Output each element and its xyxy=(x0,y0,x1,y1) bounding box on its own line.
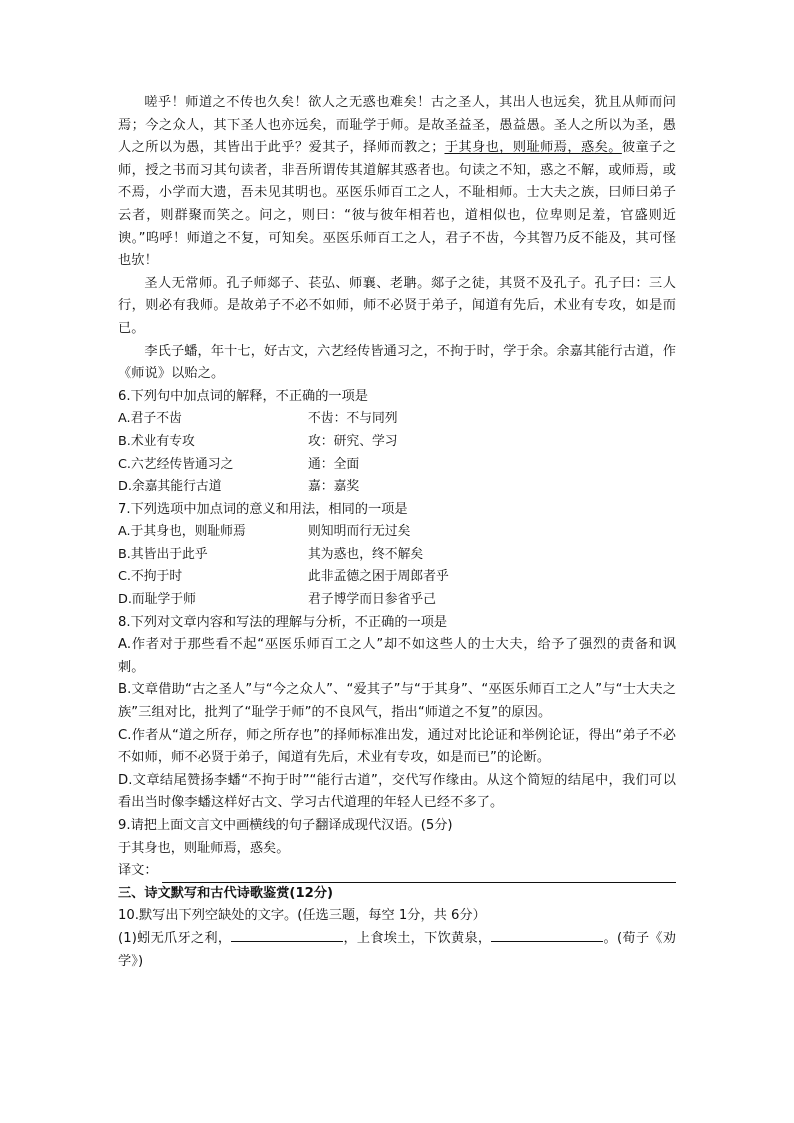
question-9-answer-line[interactable] xyxy=(118,860,676,883)
fill-blank-2[interactable] xyxy=(491,928,603,942)
option-compare: 则知明而行无过矣 xyxy=(308,524,411,540)
option-explanation: 通：全面 xyxy=(308,456,360,472)
option-explanation: 不齿：不与同列 xyxy=(308,411,398,427)
question-6-stem: 6.下列句中加点词的解释，不正确的一项是 xyxy=(118,388,368,404)
option-explanation: 攻：研究、学习 xyxy=(308,433,398,449)
question-7-option-c xyxy=(118,566,676,589)
option-text: C.六艺经传皆通习之 xyxy=(118,456,234,472)
answer-label: 译文： xyxy=(118,863,158,879)
option-text: A.君子不齿 xyxy=(118,411,182,427)
item-text: ，上食埃土，下饮黄泉， xyxy=(343,930,492,946)
question-8-option-a: A.作者对于那些看不起“巫医乐师百工之人”却不如这些人的士大夫，给予了强烈的责备和讽刺。 xyxy=(118,637,676,675)
passage-paragraph-3: 李氏子蟠，年十七，好古文，六艺经传皆通习之，不拘于时，学于余。余嘉其能行古道，作《师说》以贻之。 xyxy=(118,343,676,382)
question-6-option-b xyxy=(118,431,676,454)
passage-paragraph-1 xyxy=(118,92,676,273)
underlined-sentence: 于其身也，则耻师焉，惑矣。 xyxy=(444,140,622,156)
question-8-option-d: D.文章结尾赞扬李蟠“不拘于时”“能行古道”，交代写作缘由。从这个简短的结尾中，我们可以看出当时像李蟠这样好古文、学习古代道理的年轻人已经不多了。 xyxy=(118,772,676,811)
option-text: D.而耻学于师 xyxy=(118,592,196,608)
passage-paragraph-2: 圣人无常师。孔子师郯子、苌弘、师襄、老聃。郯子之徒，其贤不及孔子。孔子曰：三人行，则必有我师。是故弟子不必不如师，师不必贤于弟子，闻道有先后，术业有专攻，如是而已。 xyxy=(118,275,676,336)
question-6-option-a xyxy=(118,408,676,431)
question-7-option-b xyxy=(118,544,676,567)
option-text: D.余嘉其能行古道 xyxy=(118,479,222,495)
option-explanation: 嘉：嘉奖 xyxy=(308,479,360,495)
option-text: A.于其身也，则耻师焉 xyxy=(118,524,246,540)
question-8-stem: 8.下列对文章内容和写法的理解与分析，不正确的一项是 xyxy=(118,614,448,630)
question-8-option-b: B.文章借助“古之圣人”与“今之众人”、“爱其子”与“于其身”、“巫医乐师百工之人”与“士大夫之族”三组对比，批判了“耻学于师”的不良风气，指出“师道之不复”的原因。 xyxy=(118,682,676,721)
item-text: (1)蚓无爪牙之利， xyxy=(118,930,232,946)
fill-blank-1[interactable] xyxy=(231,928,343,942)
question-8-option-c: C.作者从“道之所存，师之所存也”的择师标准出发，通过对比论证和举例论证，得出“弟子不必不如师，师不必贤于弟子，闻道有先后，术业有专攻，如是而已”的论断。 xyxy=(118,727,676,766)
question-6-option-c xyxy=(118,454,676,477)
question-10-item-1 xyxy=(118,928,676,973)
question-7-option-d xyxy=(118,589,676,612)
question-7-option-a xyxy=(118,521,676,544)
option-text: C.不拘于时 xyxy=(118,569,183,585)
option-compare: 其为惑也，终不解矣 xyxy=(308,546,424,562)
exam-page xyxy=(118,92,676,973)
question-9-stem: 9.请把上面文言文中画横线的句子翻译成现代汉语。(5分) xyxy=(118,818,453,833)
question-10-stem: 10.默写出下列空缺处的文字。(任选三题，每空 1分，共 6分） xyxy=(118,908,486,924)
passage-text: 嗟乎！师道之不传也久矣！欲人之无惑也难矣！古之圣人，其出人也远矣，犹且从师而问焉；今之众人，其下圣人也亦远矣，而耻学于师。是故圣益圣，愚益愚。圣人之所以为圣，愚人之所以为愚，其皆出于此乎？爱其子，择师而教之； xyxy=(118,95,676,156)
option-compare: 君子博学而日参省乎己 xyxy=(308,592,436,608)
passage-text: 彼童子之师，授之书而习其句读者，非吾所谓传其道解其惑者也。句读之不知，惑之不解，或师焉，或不焉，小学而大遗，吾未见其明也。巫医乐师百工之人，不耻相师。士大夫之族，曰师曰弟子云者，则群聚而笑之。问之，则曰：“彼与彼年相若也，道相似也，位卑则足羞，官盛则近谀。”呜呼！师道之不复，可知矣。巫医乐师百工之人，君子不齿，今其智乃反不能及，其可怪也欤！ xyxy=(118,140,676,269)
option-text: B.其皆出于此乎 xyxy=(118,546,208,562)
section-3-title: 三、诗文默写和古代诗歌鉴赏(12分) xyxy=(118,885,334,901)
answer-blank[interactable] xyxy=(162,867,676,883)
item-text: 。(荀子《劝学》) xyxy=(118,930,676,969)
question-9-sentence: 于其身也，则耻师焉，惑矣。 xyxy=(118,840,290,856)
option-text: B.术业有专攻 xyxy=(118,433,195,449)
option-compare: 此非孟德之困于周郎者乎 xyxy=(308,569,449,585)
question-7-stem: 7.下列选项中加点词的意义和用法，相同的一项是 xyxy=(118,501,408,517)
question-6-option-d xyxy=(118,476,676,499)
